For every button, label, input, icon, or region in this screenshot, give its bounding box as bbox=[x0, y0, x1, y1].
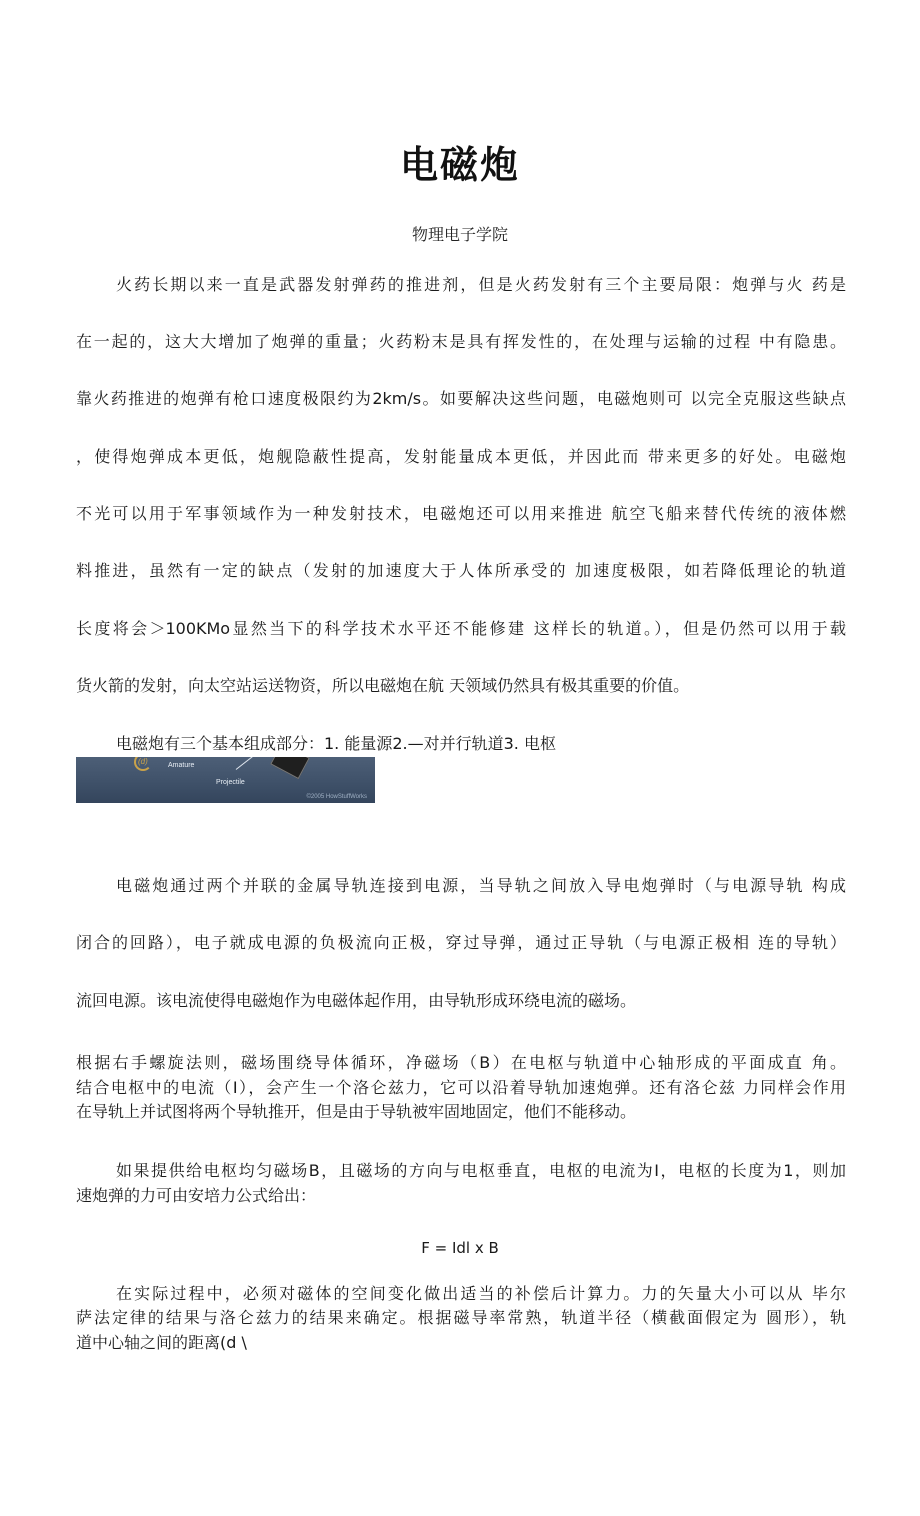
paragraph-6-line: 萨法定律的结果与洛仑兹力的结果来确定。根据磁导率常熟，轨道半径（横截面假定为 圆形），轨 bbox=[76, 1308, 846, 1327]
document-title: 电磁炮 bbox=[399, 143, 520, 187]
paragraph-1-line: ，使得炮弹成本更低，炮舰隐蔽性提高，发射能量成本更低，并因此而 带来更多的好处。电磁炮 bbox=[76, 447, 846, 466]
figure-copyright: ©2005 HowStuffWorks bbox=[306, 794, 367, 800]
paragraph-1-line: 火药长期以来一直是武器发射弹药的推进剂，但是火药发射有三个主要局限：炮弹与火 药是 bbox=[116, 275, 846, 294]
figure-label-armature: Amature bbox=[168, 762, 195, 769]
paragraph-1-line: 靠火药推进的炮弹有枪口速度极限约为2km/s。如要解决这些问题，电磁炮则可 以完全克服这些缺点 bbox=[76, 389, 846, 408]
components-sentence: 电磁炮有三个基本组成部分：1. 能量源2.—对并行轨道3. 电枢 bbox=[116, 734, 556, 753]
paragraph-3-line: 流回电源。该电流使得电磁炮作为电磁体起作用，由导轨形成环绕电流的磁场。 bbox=[76, 991, 637, 1010]
ampere-force-formula: F = Idl x B bbox=[421, 1239, 499, 1257]
paragraph-1-line: 长度将会＞100KMo显然当下的科学技术水平还不能修建 这样长的轨道。），但是仍然可以用于载 bbox=[76, 619, 846, 638]
affiliation: 物理电子学院 bbox=[411, 225, 508, 244]
figure-label-marker: (d) bbox=[138, 757, 148, 766]
paragraph-6-line: 在实际过程中，必须对磁体的空间变化做出适当的补偿后计算力。力的矢量大小可以从 毕尔 bbox=[116, 1284, 846, 1303]
paragraph-4-line: 根据右手螺旋法则，磁场围绕导体循环，净磁场（B）在电枢与轨道中心轴形成的平面成直 角。 bbox=[76, 1053, 846, 1072]
paragraph-4-line: 在导轨上并试图将两个导轨推开，但是由于导轨被牢固地固定，他们不能移动。 bbox=[76, 1102, 637, 1121]
paragraph-1-line: 货火箭的发射，向太空站运送物资，所以电磁炮在航 天领域仍然具有极其重要的价值。 bbox=[76, 676, 690, 695]
paragraph-3-line: 闭合的回路），电子就成电源的负极流向正极，穿过导弹，通过正导轨（与电源正极相 连的导轨） bbox=[76, 933, 846, 952]
paragraph-1-line: 不光可以用于军事领域作为一种发射技术，电磁炮还可以用来推进 航空飞船来替代传统的液体燃 bbox=[76, 504, 846, 523]
paragraph-5-line: 速炮弹的力可由安培力公式给出： bbox=[76, 1186, 317, 1205]
paragraph-3-line: 电磁炮通过两个并联的金属导轨连接到电源，当导轨之间放入导电炮弹时（与电源导轨 构成 bbox=[116, 876, 846, 895]
projectile-shape bbox=[270, 757, 310, 779]
paragraph-5-line: 如果提供给电枢均匀磁场B，且磁场的方向与电枢垂直，电枢的电流为I，电枢的长度为1，则加 bbox=[116, 1161, 846, 1180]
paragraph-1-line: 料推进，虽然有一定的缺点（发射的加速度大于人体所承受的 加速度极限，如若降低理论的轨道 bbox=[76, 561, 846, 580]
leader-line bbox=[236, 757, 268, 770]
paragraph-6-line: 道中心轴之间的距离(d \ bbox=[76, 1333, 247, 1352]
railgun-diagram-image bbox=[76, 757, 375, 803]
figure-label-projectile: Projectile bbox=[216, 779, 245, 786]
paragraph-1-line: 在一起的，这大大增加了炮弹的重量；火药粉末是具有挥发性的，在处理与运输的过程 中有隐患。 bbox=[76, 332, 846, 351]
paragraph-4-line: 结合电枢中的电流（I），会产生一个洛仑兹力，它可以沿着导轨加速炮弹。还有洛仑兹 力同样会作用 bbox=[76, 1078, 846, 1097]
